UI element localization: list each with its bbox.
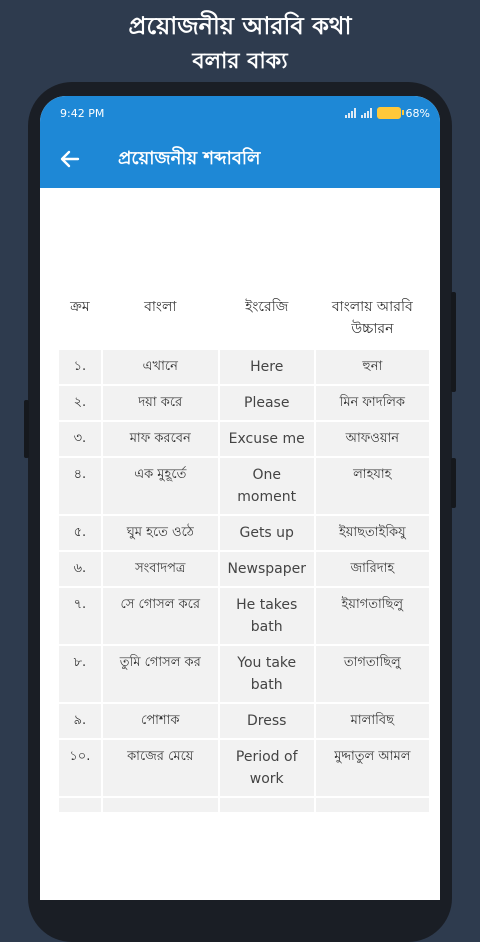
empty-cell — [103, 798, 218, 812]
empty-cell — [316, 798, 429, 812]
battery-level: 68% — [405, 106, 430, 120]
cell-arabic: ইয়াগতাছিলু — [316, 588, 429, 644]
table-row — [59, 458, 429, 514]
back-button[interactable] — [40, 149, 100, 169]
column-header-serial: ক্রম — [59, 288, 101, 348]
cell-bangla: দয়া করে — [103, 386, 218, 420]
cell-english: Gets up — [220, 516, 314, 550]
table-row — [59, 740, 429, 796]
promo-line-2: বলার বাক্য — [192, 49, 288, 74]
cell-english: He takes bath — [220, 588, 314, 644]
promo-header — [0, 8, 480, 80]
content-area — [40, 286, 440, 814]
cell-serial: ২. — [59, 386, 101, 420]
cell-serial: ১. — [59, 350, 101, 384]
table-row — [59, 350, 429, 384]
cell-bangla: সে গোসল করে — [103, 588, 218, 644]
table-row — [59, 516, 429, 550]
phone-side-button — [451, 292, 456, 392]
cell-arabic: হুনা — [316, 350, 429, 384]
cell-serial: ৩. — [59, 422, 101, 456]
app-screen — [40, 96, 440, 900]
cell-arabic: ইয়াছতাইকিযু — [316, 516, 429, 550]
cell-english: Excuse me — [220, 422, 314, 456]
cell-bangla: এখানে — [103, 350, 218, 384]
cell-arabic: তাগতাছিলু — [316, 646, 429, 702]
cell-arabic: আফওয়ান — [316, 422, 429, 456]
column-header-arabic-pronunciation: বাংলায় আরবি উচ্চারন — [316, 288, 429, 348]
cell-arabic: জারিদাহ — [316, 552, 429, 586]
cell-bangla: এক মুহূর্তে — [103, 458, 218, 514]
cell-english: Here — [220, 350, 314, 384]
cell-serial: ৯. — [59, 704, 101, 738]
cell-bangla: মাফ করবেন — [103, 422, 218, 456]
vocabulary-table — [57, 286, 431, 814]
cell-english: You take bath — [220, 646, 314, 702]
cell-serial: ৫. — [59, 516, 101, 550]
empty-cell — [220, 798, 314, 812]
cell-serial: ৬. — [59, 552, 101, 586]
page-title: প্রয়োজনীয় শব্দাবলি — [118, 147, 261, 169]
table-row — [59, 386, 429, 420]
phone-side-button — [24, 400, 29, 458]
promo-line-1: প্রয়োজনীয় আরবি কথা — [128, 12, 352, 40]
signal-icon — [345, 108, 356, 118]
cell-bangla: ঘুম হতে ওঠে — [103, 516, 218, 550]
arrow-left-icon — [60, 149, 80, 169]
app-bar — [40, 130, 440, 188]
status-bar — [40, 96, 440, 130]
battery-icon — [377, 107, 401, 119]
table-row — [59, 422, 429, 456]
cell-english: Period of work — [220, 740, 314, 796]
cell-serial: ৮. — [59, 646, 101, 702]
column-header-english: ইংরেজি — [220, 288, 314, 348]
cell-serial: ৭. — [59, 588, 101, 644]
cell-english: Please — [220, 386, 314, 420]
signal-icon — [361, 108, 372, 118]
cell-arabic: মালাবিছ — [316, 704, 429, 738]
table-row — [59, 704, 429, 738]
cell-english: One moment — [220, 458, 314, 514]
cell-arabic: মুদ্দাতুল আমল — [316, 740, 429, 796]
cell-bangla: কাজের মেয়ে — [103, 740, 218, 796]
cell-serial: ৪. — [59, 458, 101, 514]
cell-arabic: লাহযাহ — [316, 458, 429, 514]
table-header-row — [59, 288, 429, 348]
table-row — [59, 588, 429, 644]
column-header-bangla: বাংলা — [103, 288, 218, 348]
status-time: 9:42 PM — [60, 106, 105, 120]
status-icons — [345, 107, 430, 120]
cell-english: Newspaper — [220, 552, 314, 586]
cell-serial: ১০. — [59, 740, 101, 796]
cell-english: Dress — [220, 704, 314, 738]
cell-bangla: সংবাদপত্র — [103, 552, 218, 586]
table-row — [59, 552, 429, 586]
empty-cell — [59, 798, 101, 812]
table-row — [59, 646, 429, 702]
cell-bangla: পোশাক — [103, 704, 218, 738]
cell-arabic: মিন ফাদলিক — [316, 386, 429, 420]
phone-side-button — [451, 458, 456, 508]
cell-bangla: তুমি গোসল কর — [103, 646, 218, 702]
table-row-empty — [59, 798, 429, 812]
